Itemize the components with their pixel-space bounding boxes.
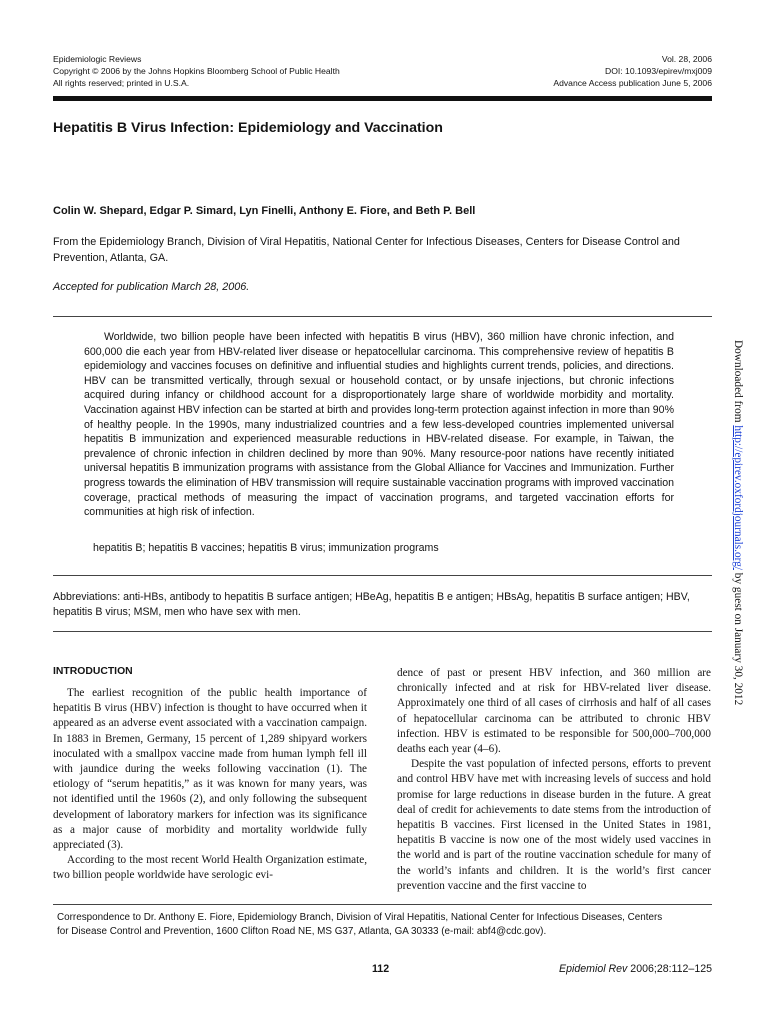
abstract-top-rule <box>53 316 712 317</box>
citation-volume-pages: 2006;28:112–125 <box>627 963 712 975</box>
rights-line: All rights reserved; printed in U.S.A. <box>53 78 190 88</box>
body-paragraph: The earliest recognition of the public health importance of hepatitis B virus (HBV) infection is thought to have occurred when it appeared as an adverse event associated with a vaccination campaign. In 1883 in Bremen, Germany, 15 percent of 1,289 shipyard workers inoculated with a smallpox vaccine made from human lymph fell ill with jaundice during the weeks following vaccination (1). The etiology of “serum hepatitis,” as it was known for many years, was not identified until the 1960s (2), and only following the subsequent development of laboratory markers for infection was its significance as a major cause of morbidity and mortality worldwide fully appreciated (3). <box>53 687 367 852</box>
body-paragraph: Despite the vast population of infected persons, efforts to prevent and control HBV have met with increasing levels of success and hold promise for large reductions in disease burden in the future. A great deal of credit for achievements to date stems from the introduction of hepatitis B vaccines. First licensed in the United States in 1981, hepatitis B vaccine is now one of the most widely used vaccines in the world and is part of the routine vaccination schedule for many of the world’s infants and children. It is the world’s first cancer prevention vaccine and the first vaccine to <box>397 758 711 892</box>
body-paragraph: dence of past or present HBV infection, and 360 million are chronically infected and at risk for HBV-related liver disease. Approximately one third of all cases of cirrhosis and half of all cases of hepatocellular carcinoma can be attributed to chronic HBV infection. HBV is estimated to be responsible for 500,000–700,000 deaths each year (4–6). <box>397 667 711 756</box>
body-paragraph: According to the most recent World Health Organization estimate, two billion people worldwide have serologic evi- <box>53 854 367 882</box>
abstract-text: Worldwide, two billion people have been infected with hepatitis B virus (HBV), 360 million have chronic infection, and 600,000 die each year from HBV-related liver disease or hepatocellular carcinoma. This comprehensive review of hepatitis B epidemiology and vaccines focuses on definitive and influential studies and highlights current trends, policies, and directions. HBV can be transmitted vertically, through sexual or household contact, or by unsafe injections, but chronic infections acquired during infancy or childhood account for a disproportionately large share of worldwide morbidity and mortality. Vaccination against HBV infection can be started at birth and provides long-term protection against infection in more than 90% of healthy people. In the 1990s, many industrialized countries and a few less-developed countries implemented universal hepatitis B immunization and experienced measurable reductions in HBV-related disease. For example, in Taiwan, the prevalence of chronic infection in children declined by more than 90%. Many resource-poor nations have recently initiated universal hepatitis B immunization programs with assistance from the Global Alliance for Vaccines and Immunization. Further progress towards the elimination of HBV transmission will require sustainable vaccination programs with improved vaccination coverage, practical methods of measuring the impact of vaccination programs, and targeted vaccination efforts for communities at high risk of infection. <box>84 331 674 519</box>
correspondence-line-2: for Disease Control and Prevention, 1600 Clifton Road NE, MS G37, Atlanta, GA 30333 (e-mail: abf4@cdc.gov). <box>57 926 547 937</box>
journal-header-left <box>53 53 340 89</box>
journal-name: Epidemiologic Reviews <box>53 54 142 64</box>
doi-line: DOI: 10.1093/epirev/mxj009 <box>604 66 712 76</box>
copyright-line: Copyright © 2006 by the Johns Hopkins Bloomberg School of Public Health <box>53 66 340 76</box>
correspondence-line-1: Correspondence to Dr. Anthony E. Fiore, Epidemiology Branch, Division of Viral Hepatitis, National Center for Infectious Diseases, Centers <box>57 912 663 923</box>
body-column-left <box>53 666 367 884</box>
article-title: Hepatitis B Virus Infection: Epidemiology and Vaccination <box>53 120 443 136</box>
author-list: Colin W. Shepard, Edgar P. Simard, Lyn Finelli, Anthony E. Fiore, and Beth P. Bell <box>53 205 476 217</box>
watermark-link[interactable]: http://epirev.oxfordjournals.org/ <box>732 425 744 570</box>
abbreviations-rule <box>53 631 712 632</box>
journal-abbreviation: Epidemiol Rev <box>559 963 628 975</box>
body-column-right <box>397 666 711 894</box>
page-number: 112 <box>372 963 390 975</box>
abstract-bottom-rule <box>53 575 712 576</box>
volume-line: Vol. 28, 2006 <box>661 54 712 64</box>
keywords: hepatitis B; hepatitis B vaccines; hepatitis B virus; immunization programs <box>93 542 439 554</box>
correspondence-note <box>53 911 703 939</box>
download-watermark <box>732 340 744 705</box>
citation-line <box>559 963 712 975</box>
advance-access-line: Advance Access publication June 5, 2006 <box>553 78 712 88</box>
section-heading: INTRODUCTION <box>53 666 133 677</box>
affiliation: From the Epidemiology Branch, Division of Viral Hepatitis, National Center for Infectious Diseases, Centers for Disease Control and Prevention, Atlanta, GA. <box>53 236 680 264</box>
footnote-rule <box>53 904 712 905</box>
abbreviations: Abbreviations: anti-HBs, antibody to hepatitis B surface antigen; HBeAg, hepatitis B e antigen; HBsAg, hepatitis B surface antigen; HBV, hepatitis B virus; MSM, men who have sex with men. <box>53 591 690 618</box>
journal-header-right <box>553 53 712 89</box>
watermark-prefix: Downloaded from <box>732 340 744 426</box>
abstract <box>84 330 674 520</box>
header-rule <box>53 96 712 101</box>
accepted-date: Accepted for publication March 28, 2006. <box>53 281 250 293</box>
watermark-suffix: by guest on January 30, 2012 <box>732 569 744 706</box>
